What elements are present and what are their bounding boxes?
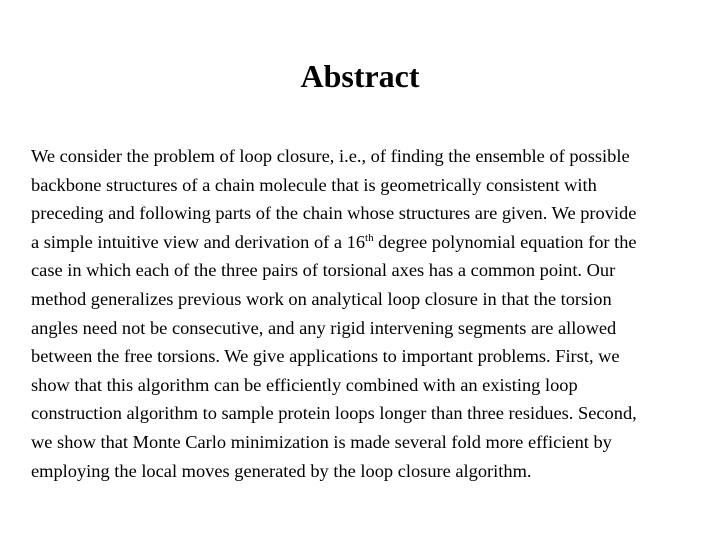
abstract-line-12: employing the local moves generated by the loop closure algorithm. <box>31 460 532 481</box>
abstract-line-4-start: a simple intuitive view and derivation of a 16 <box>31 231 366 252</box>
abstract-line-4-end: degree polynomial equation for the <box>373 231 637 252</box>
abstract-line-9: show that this algorithm can be efficiently combined with an existing loop <box>31 374 578 395</box>
abstract-line-1: We consider the problem of loop closure, i.e., of finding the ensemble of possible <box>31 146 630 166</box>
abstract-line-2: backbone structures of a chain molecule that is geometrically consistent with <box>31 174 597 195</box>
abstract-line-6: method generalizes previous work on analytical loop closure in that the torsion <box>31 288 612 309</box>
page-title: Abstract <box>300 58 420 94</box>
abstract-line-11: we show that Monte Carlo minimization is made several fold more efficient by <box>31 431 612 452</box>
abstract-text <box>31 142 695 485</box>
abstract-line-10: construction algorithm to sample protein loops longer than three residues. Second, <box>31 403 637 424</box>
abstract-line-8: between the free torsions. We give applications to important problems. First, we <box>31 346 620 367</box>
abstract-line-3: preceding and following parts of the chain whose structures are given. We provide <box>31 203 637 224</box>
ordinal-superscript: th <box>365 231 374 244</box>
abstract-line-5: case in which each of the three pairs of torsional axes has a common point. Our <box>31 260 616 281</box>
abstract-line-7: angles need not be consecutive, and any rigid intervening segments are allowed <box>31 317 617 338</box>
abstract-line-4 <box>31 228 695 257</box>
